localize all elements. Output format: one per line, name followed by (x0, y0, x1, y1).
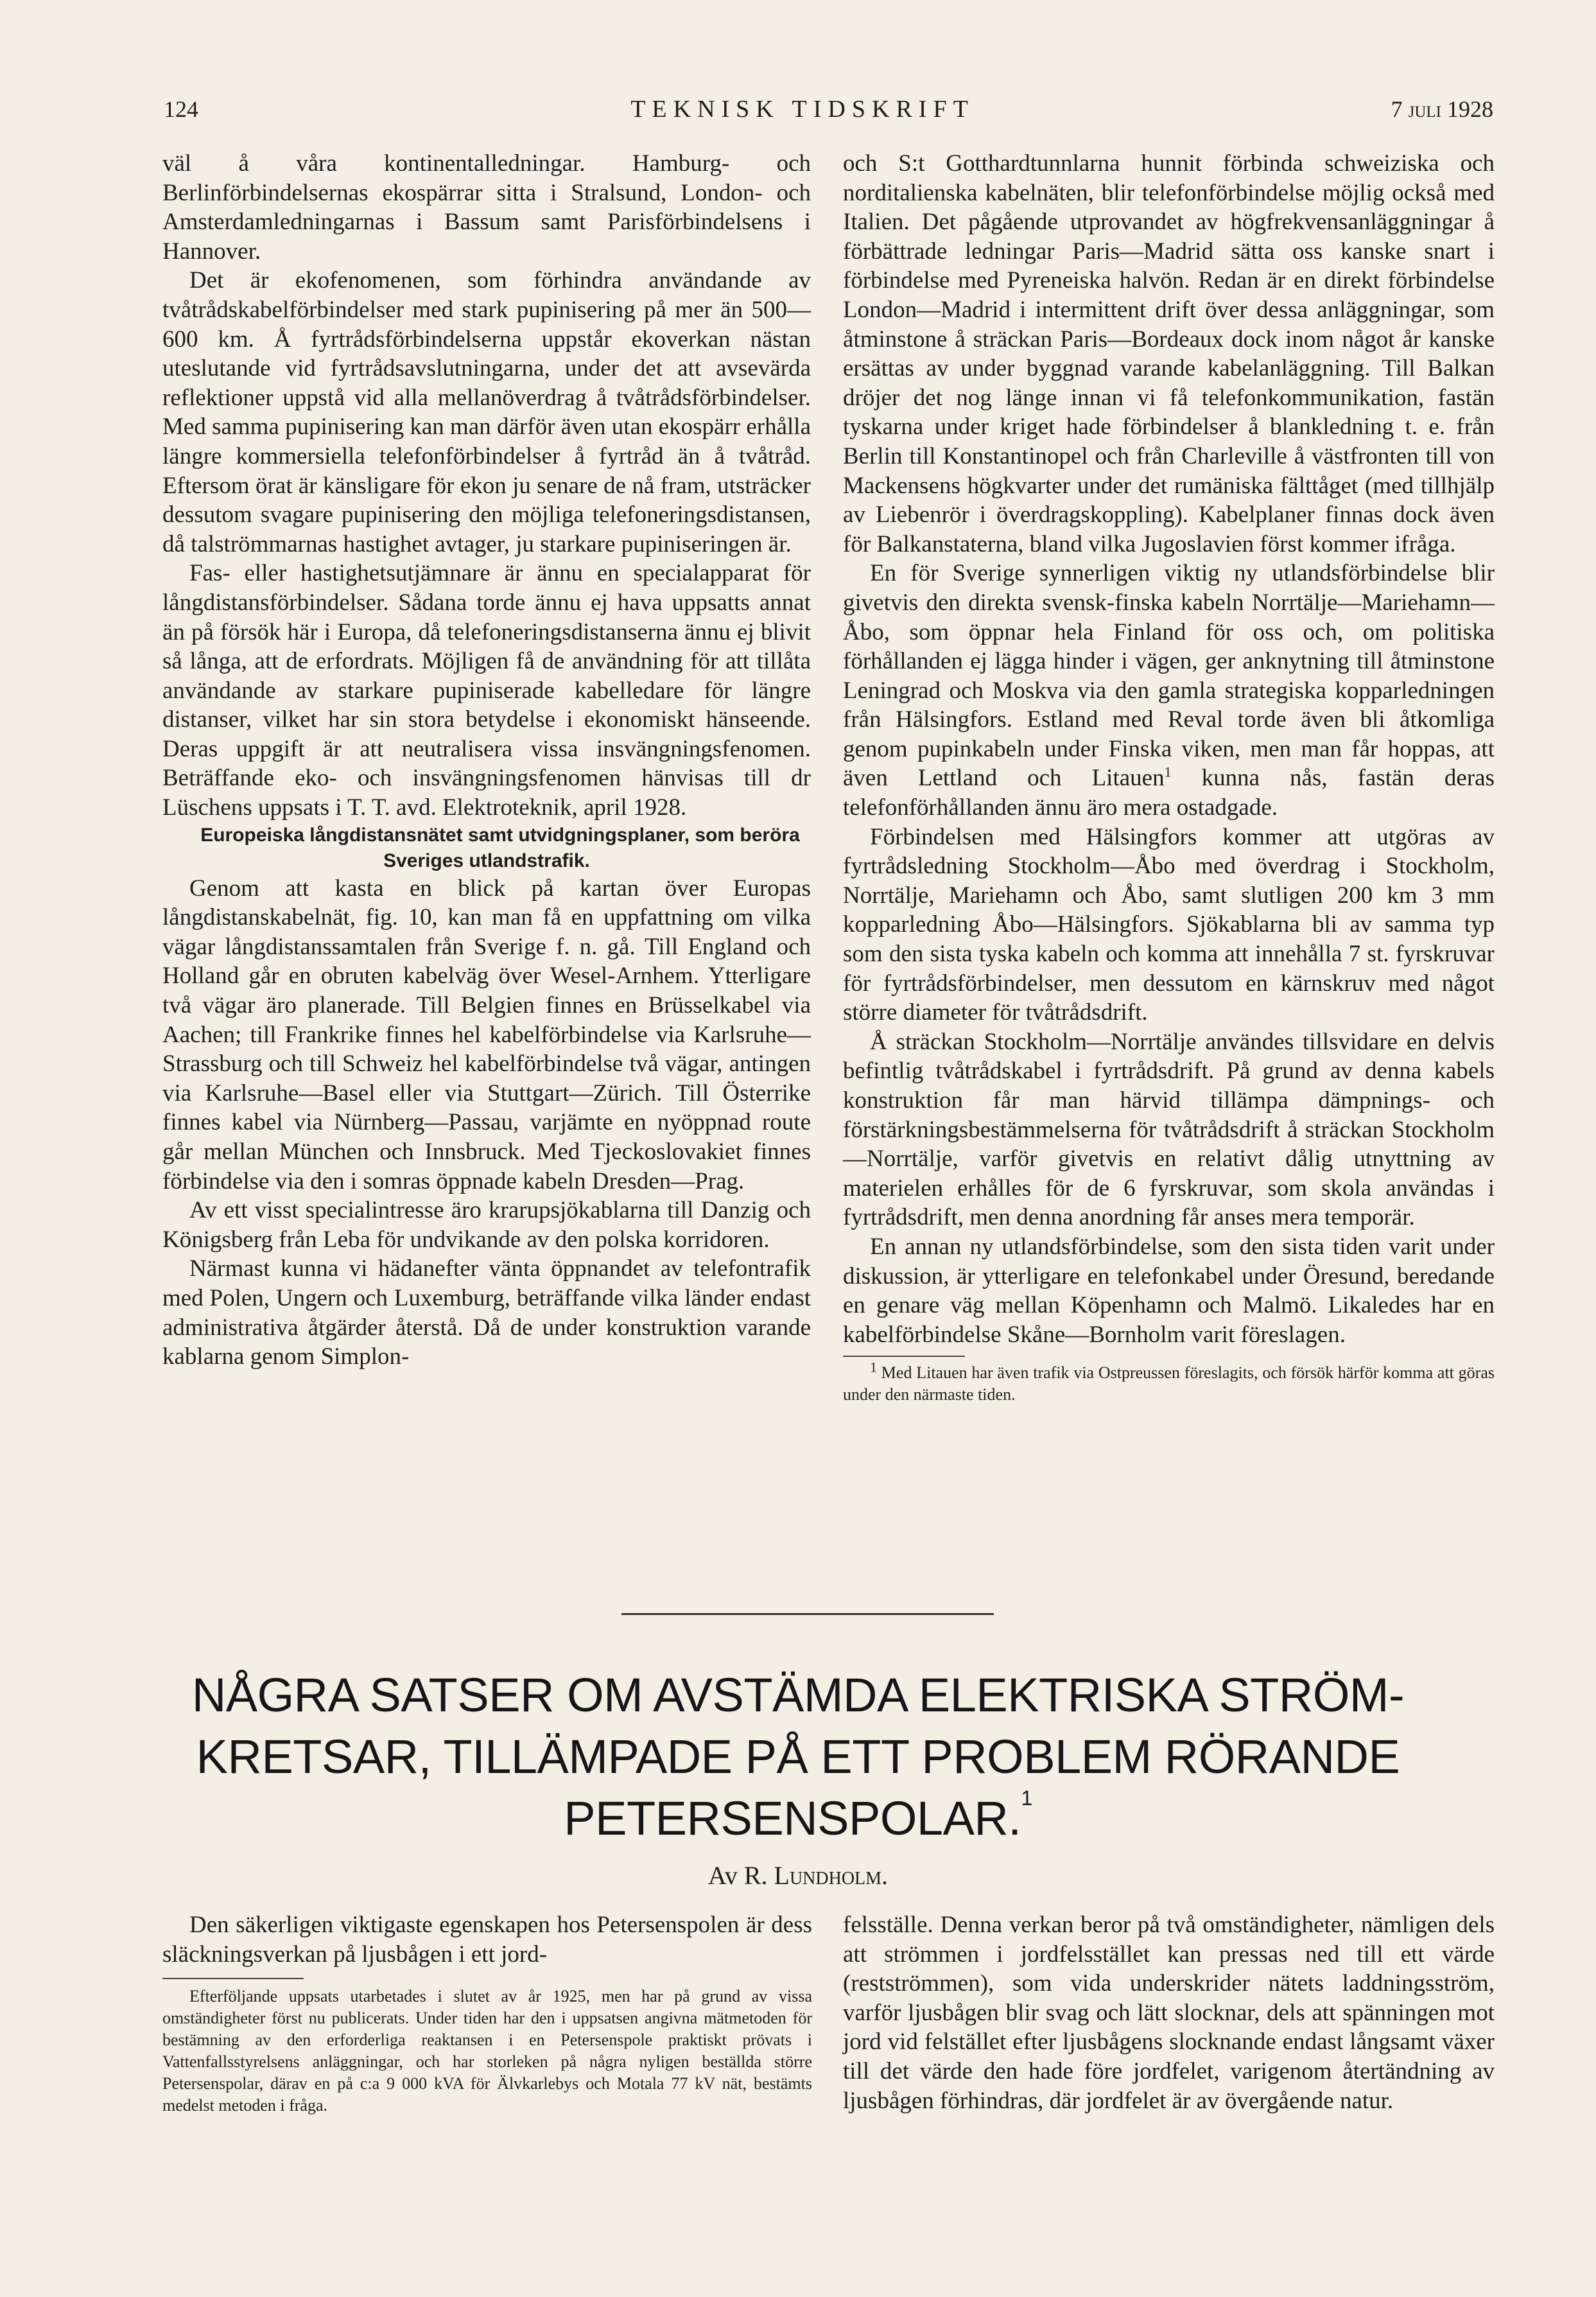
paragraph: En annan ny utlandsförbindelse, som den sista tiden varit under diskussion, är ytterligare en telefonkabel under Öresund, beredande en genare väg mellan Köpenhamn och Malmö. Likaledes har en kabelförbindelse Skåne—Bornholm varit föreslagen. (843, 1233, 1495, 1348)
upper-left-column (162, 149, 811, 1372)
section-subheading: Europeiska långdistansnätet samt utvidgningsplaner, som beröra Sveriges utlandstrafik. (200, 824, 800, 871)
article-separator (621, 1613, 994, 1615)
byline (128, 1860, 1468, 1892)
issue-date (1391, 90, 1493, 128)
footnote-rule (843, 1356, 965, 1357)
paragraph: och S:t Gotthardtunnlarna hunnit förbinda schweiziska och norditalienska kabelnäten, blir telefonförbindelse möjlig också med Italien. Det pågående utprovandet av högfrekvensanläggningar å förbättrade ledningar Paris—Madrid sätta oss kanske snart i förbindelse med Pyreneiska halvön. Redan är en direkt förbindelse London—Madrid i intermittent drift över dessa anläggningar, som åtminstone å sträckan Paris—Bordeaux dock inom något år kanske ersättas av under byggnad varande kabelanläggning. Till Balkan dröjer det nog länge innan vi få telefonkommunikation, fastän tyskarna under kriget hade förbindelser å blankledning t. e. från Berlin till Konstantinopel och från Charleville å västfronten till von Mackensens högkvarter under det rumäniska fälttåget (med tillhjälp av Liebenrör i överdragskoppling). Kabelplaner finnas dock även för Balkanstaterna, bland vilka Jugoslavien först kommer ifråga. (843, 150, 1495, 557)
footnote-number: 1 (870, 1359, 877, 1376)
paragraph: Den säkerligen viktigaste egenskapen hos Petersenspolen är dess släckningsverkan på ljusbågen i ett jord- (162, 1912, 812, 1968)
paragraph: Av ett visst specialintresse äro krarupsjökablarna till Danzig och Königsberg från Leba för undvikande av den polska korridoren. (162, 1197, 811, 1253)
paragraph: väl å våra kontinentalledningar. Hamburg- och Berlinförbindelsernas ekospärrar sitta i Stralsund, London- och Amsterdamledningarnas i Bassum samt Parisförbindelsens i Hannover. (162, 150, 811, 265)
paragraph: Å sträckan Stockholm—Norrtälje användes tillsvidare en delvis befintlig tvåtrådskabel i fyrtrådsdrift. På grund av denna kabels konstruktion får man härvid tillämpa dämpnings- och förstärkningsbestämmelserna för tvåtrådsdrift å sträckan Stockholm—Norrtälje, varför givetvis en relativt dålig utnyttning av materielen erhålles för de 6 fyrskruvar, som skola användas i fyrtrådsdrift, men denna anordning får anses mera temporär. (843, 1028, 1495, 1231)
paragraph-text: En för Sverige synnerligen viktig ny utlandsförbindelse blir givetvis den direkta svensk-finska kabeln Norrtälje—Mariehamn—Åbo, som öppnar hela Finland för oss och, om politiska förhållanden ej lägga hinder i vägen, ger anknytning till åtminstone Leningrad och Moskva via den gamla strategiska kopparledningen från Hälsingfors. Estland med Reval torde även bli åtkomliga genom pupinkabeln under Finska viken, men man får hoppas, att även Lettland och Litauen (843, 560, 1495, 792)
article-left-column (162, 1910, 812, 2117)
article-title-line: KRETSAR, TILLÄMPADE PÅ ETT PROBLEM RÖRANDE (196, 1730, 1400, 1783)
article-right-column (843, 1910, 1495, 2115)
article-title-line: NÅGRA SATSER OM AVSTÄMDA ELEKTRISKA STRÖM- (191, 1668, 1405, 1722)
issue-date-day: 7 (1391, 96, 1403, 122)
footnote-text: Med Litauen har även trafik via Ostpreussen föreslagits, och försök härför komma att göras under den närmaste tiden. (843, 1363, 1495, 1404)
byline-prefix: Av (707, 1861, 738, 1890)
page-number: 124 (164, 96, 198, 122)
footnote: Efterföljande uppsats utarbetades i slutet av år 1925, men har på grund av vissa omständigheter först nu publicerats. Under tiden har den i uppsatsen angivna mätmetoden för bestämning av den erforderliga reaktansen i en Petersenspole praktiskt prövats i Vattenfallsstyrelsens anläggningar, och har storleken på några nyligen beställda större Petersenspolar, därav en på c:a 9 000 kVA för Älvkarlebys och Motala 77 kV nät, bestämts medelst metoden i fråga. (162, 1987, 812, 2115)
paragraph: Det är ekofenomenen, som förhindra användande av tvåtrådskabelförbindelser med stark pupinisering på mer än 500—600 km. Å fyrtrådsförbindelserna uppstår ekoverkan nästan uteslutande vid fyrtrådsavslutningarna, under det att avsevärda reflektioner uppstå vid alla mellanöverdrag å tvåtrådsförbindelser. Med samma pupinisering kan man därför även utan ekospärr erhålla längre kommersiella telefonförbindelser å fyrtråd än å tvåtråd. Eftersom örat är känsligare för ekon ju senare de nå fram, utsträcker dessutom svagare pupinisering den möjliga telefoneringsdistansen, då talströmmarnas hastighet avtager, ju starkare pupiniseringen är. (162, 267, 811, 557)
footnote (843, 1359, 1495, 1406)
article-title (128, 1664, 1468, 1849)
paragraph: Förbindelsen med Hälsingfors kommer att utgöras av fyrtrådsledning Stockholm—Åbo med överdrag i Stockholm, Norrtälje, Mariehamn och Åbo, samt slutligen 200 km 3 mm kopparledning Åbo—Hälsingfors. Sjökablarna bli av samma typ som den sista tyska kabeln och komma att innehålla 7 st. fyrskruvar för fyrtrådsförbindelser, men dessutom en kärnskruv med något större diameter för tvåtrådsdrift. (843, 823, 1495, 1026)
running-head: TEKNISK TIDSKRIFT (630, 96, 975, 123)
article-title-text: PETERSENSPOLAR. (564, 1792, 1021, 1845)
paragraph: felsställe. Denna verkan beror på två omständigheter, nämligen dels att strömmen i jordfelsstället kan pressas ned till ett värde (restströmmen), som vida underskrider nätets laddningsström, varför ljusbågen blir svag och lätt slocknar, dels att spänningen mot jord vid felstället efter ljusbågens slocknande endast långsamt växer till det värde den hade före jordfelet, varigenom återtändning av ljusbågen förhindras, där jordfelet är av övergående natur. (843, 1912, 1495, 2114)
issue-date-month: juli (1408, 96, 1441, 122)
article-title-line (128, 1788, 1468, 1849)
footnote-marker: 1 (1164, 764, 1172, 781)
paragraph (843, 559, 1495, 822)
paragraph: Genom att kasta en blick på kartan över Europas långdistanskabelnät, fig. 10, kan man få en uppfattning om vilka vägar långdistanssamtalen från Sverige f. n. gå. Till England och Holland går en obruten kabelväg över Wesel-Arnhem. Ytterligare två vägar äro planerade. Till Belgien finnes en Brüsselkabel via Aachen; till Frankrike finnes hel kabelförbindelse via Karlsruhe—Strassburg och till Schweiz hel kabelförbindelse två vägar, antingen via Karlsruhe—Basel eller via Stuttgart—Zürich. Till Österrike finnes kabel via Nürnberg—Passau, varjämte en nyöppnad route går mellan München och Innsbruck. Med Tjeckoslovakiet finnes förbindelse via den i somras öppnade kabeln Dresden—Prag. (162, 875, 811, 1194)
title-footnote-marker: 1 (1021, 1786, 1032, 1810)
paragraph: Närmast kunna vi hädanefter vänta öppnandet av telefontrafik med Polen, Ungern och Luxemburg, beträffande vilka länder endast administrativa åtgärder återstå. Då de under konstruktion varande kablarna genom Simplon- (162, 1255, 811, 1370)
paragraph-text: kunna nås, fastän deras telefonförhållanden ännu äro mera ostadgade. (843, 765, 1495, 821)
upper-right-column (843, 149, 1495, 1406)
author-name: R. Lundholm. (743, 1861, 889, 1890)
paragraph: Fas- eller hastighetsutjämnare är ännu en specialapparat för långdistansförbindelser. Sådana torde ännu ej hava uppsatts annat än på försök här i Europa, då telefoneringsdistanserna ännu ej blivit så långa, att de erfordrats. Möjligen få de användning för att tillåta användande av starkare pupiniserade kabelledare för längre distanser, vilket har sin stora betydelse i ekonomiskt hänseende. Deras uppgift är att neutralisera vissa insvängningsfenomen. Beträffande eko- och insvängningsfenomen hänvisas till dr Lüschens uppsats i T. T. avd. Elektroteknik, april 1928. (162, 560, 811, 821)
footnote-rule (162, 1978, 304, 1979)
issue-date-year: 1928 (1447, 96, 1493, 122)
